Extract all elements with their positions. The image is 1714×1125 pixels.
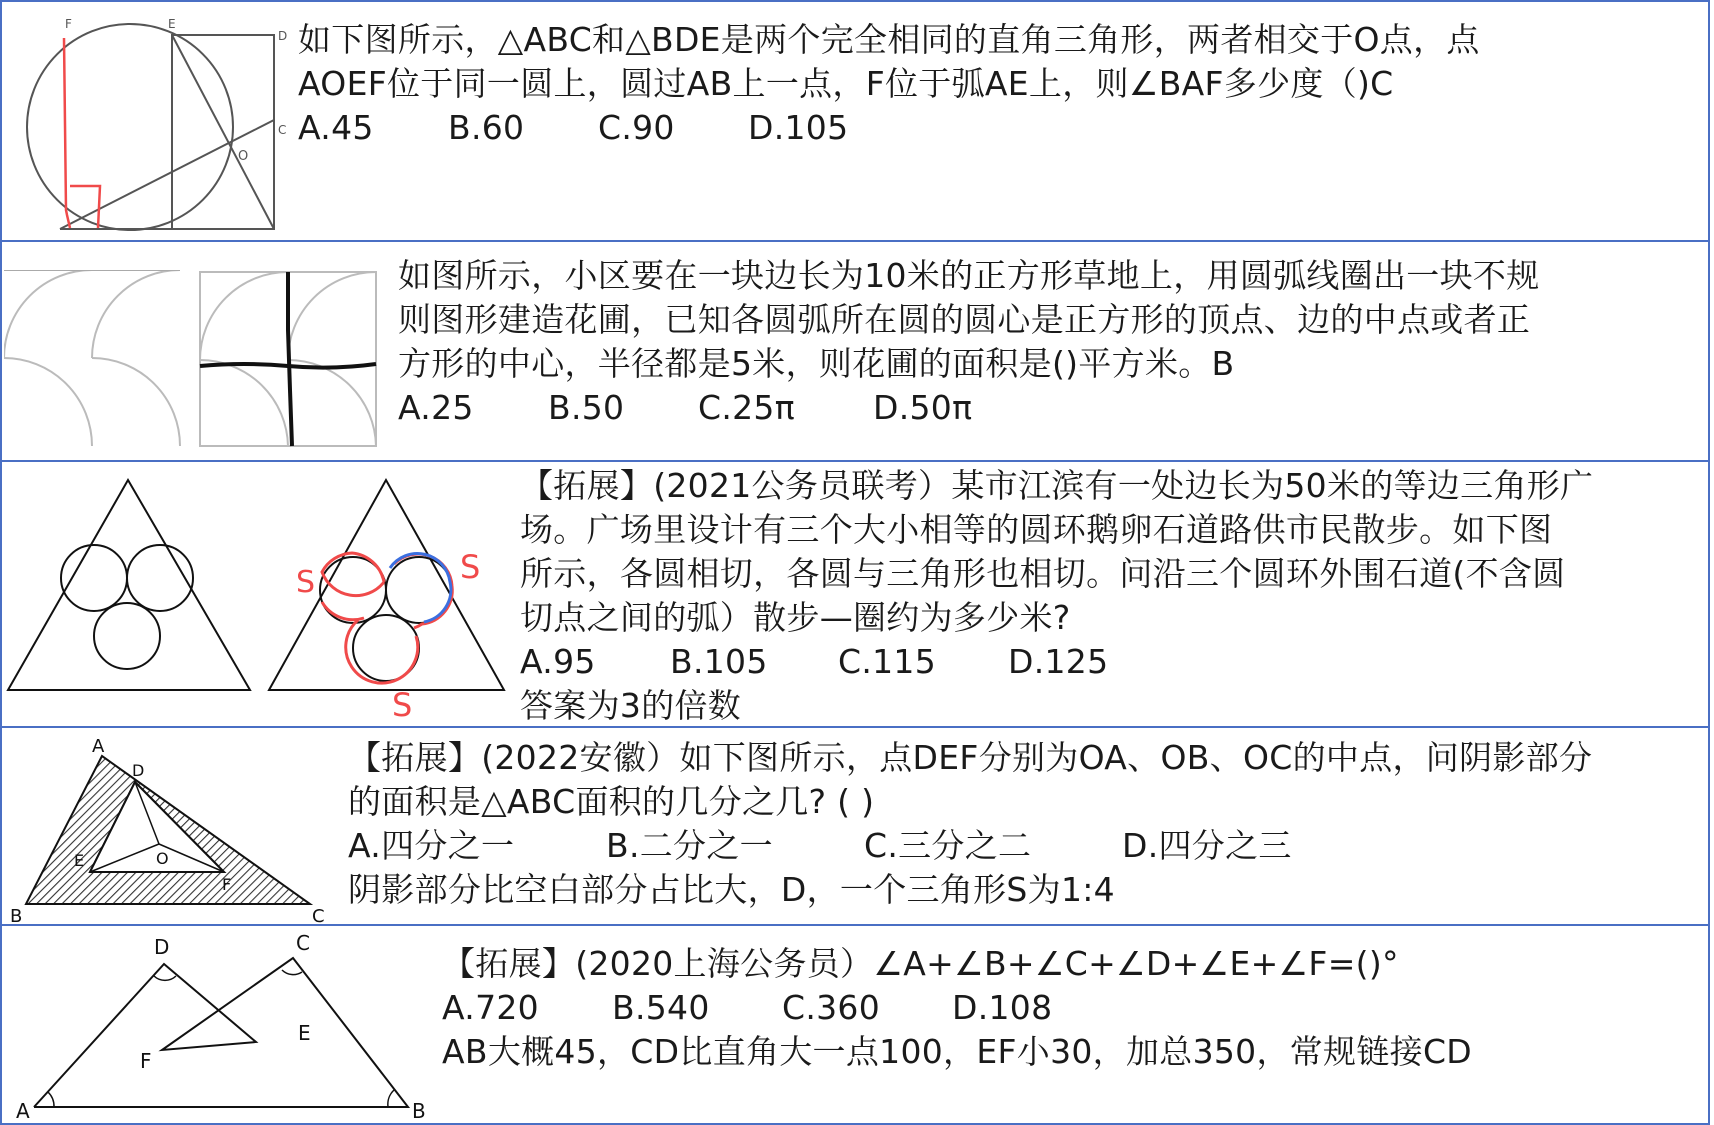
q1-line-2: AOEF位于同一圆上，圆过AB上一点，F位于弧AE上，则∠BAF多少度（)C <box>298 64 1394 103</box>
question-1 <box>0 0 1710 242</box>
label-F: F <box>65 17 72 31</box>
label-A: A <box>16 1099 30 1122</box>
q4-note: 阴影部分比空白部分占比大，D，一个三角形S为1:4 <box>348 870 1115 909</box>
q2-line-1: 如图所示，小区要在一块边长为10米的正方形草地上，用圆弧线圈出一块不规 <box>398 256 1540 295</box>
q4-option-c: C.三分之二 <box>864 826 1032 865</box>
q1-option-b: B.60 <box>448 108 525 147</box>
q5-line-1: 【拓展】(2020上海公务员）∠A+∠B+∠C+∠D+∠E+∠F=()° <box>442 944 1399 983</box>
q3-options <box>520 640 1593 684</box>
s-mark-2: S <box>460 548 481 586</box>
label-C: C <box>312 906 325 924</box>
q5-option-d: D.108 <box>952 988 1053 1027</box>
q2-options <box>398 386 1540 430</box>
q2-figure <box>4 270 382 448</box>
q1-text <box>298 18 1480 150</box>
q4-option-a: A.四分之一 <box>348 826 515 865</box>
label-C: C <box>296 932 310 955</box>
label-E: E <box>298 1021 311 1045</box>
q5-figure <box>8 932 438 1122</box>
question-3 <box>0 460 1710 728</box>
q2-line-2: 则图形建造花圃，已知各圆弧所在圆的圆心是正方形的顶点、边的中点或者正 <box>398 300 1531 339</box>
q4-figure <box>4 732 339 924</box>
q1-figure <box>10 10 290 238</box>
q2-option-b: B.50 <box>548 388 625 427</box>
label-F: F <box>140 1049 152 1073</box>
label-A: A <box>92 736 105 757</box>
label-C: C <box>278 123 287 137</box>
label-B: B <box>412 1099 426 1122</box>
label-D: D <box>278 29 288 43</box>
q2-option-a: A.25 <box>398 388 474 427</box>
q1-line-1: 如下图所示，△ABC和△BDE是两个完全相同的直角三角形，两者相交于O点，点 <box>298 20 1480 59</box>
q4-text <box>348 736 1592 912</box>
q4-option-d: D.四分之三 <box>1122 826 1292 865</box>
q4-line-2: 的面积是△ABC面积的几分之几? ( ) <box>348 782 875 821</box>
q3-text <box>520 464 1593 728</box>
q2-option-c: C.25π <box>698 388 795 427</box>
q5-option-c: C.360 <box>782 988 881 1027</box>
label-F: F <box>222 875 232 894</box>
question-4 <box>0 726 1710 926</box>
label-O: O <box>238 149 249 164</box>
question-5 <box>0 924 1710 1125</box>
q1-option-a: A.45 <box>298 108 374 147</box>
question-2 <box>0 240 1710 462</box>
label-D: D <box>132 761 145 780</box>
q3-option-a: A.95 <box>520 642 596 681</box>
q5-option-b: B.540 <box>612 988 710 1027</box>
q4-line-1: 【拓展】(2022安徽）如下图所示，点DEF分别为OA、OB、OC的中点，问阴影部分 <box>348 738 1593 777</box>
q5-text <box>442 942 1472 1074</box>
label-E: E <box>74 851 85 870</box>
q3-option-c: C.115 <box>838 642 937 681</box>
q1-options <box>298 106 1480 150</box>
s-mark-3: S <box>392 686 413 724</box>
label-O: O <box>156 849 169 868</box>
q5-note: AB大概45，CD比直角大一点100，EF小30，加总350，常规链接CD <box>442 1032 1473 1071</box>
q5-options <box>442 986 1472 1030</box>
q2-text <box>398 254 1540 430</box>
q3-option-b: B.105 <box>670 642 768 681</box>
q5-option-a: A.720 <box>442 988 539 1027</box>
q1-option-c: C.90 <box>598 108 675 147</box>
q2-option-d: D.50π <box>873 388 973 427</box>
label-E: E <box>168 17 176 31</box>
label-D: D <box>154 935 170 959</box>
q4-options <box>348 824 1592 868</box>
q2-line-3: 方形的中心，半径都是5米，则花圃的面积是()平方米。B <box>398 344 1235 383</box>
q3-option-d: D.125 <box>1008 642 1109 681</box>
q4-option-b: B.二分之一 <box>606 826 773 865</box>
s-mark-1: S <box>296 565 316 600</box>
label-B: B <box>10 906 23 924</box>
q3-line-2: 场。广场里设计有三个大小相等的圆环鹅卵石道路供市民散步。如下图 <box>520 510 1553 549</box>
q1-option-d: D.105 <box>748 108 849 147</box>
q3-note: 答案为3的倍数 <box>520 686 742 725</box>
q3-line-1: 【拓展】(2021公务员联考）某市江滨有一处边长为50米的等边三角形广 <box>520 466 1594 505</box>
q3-line-3: 所示，各圆相切，各圆与三角形也相切。问沿三个圆环外围石道(不含圆 <box>520 554 1566 593</box>
q3-line-4: 切点之间的弧）散步—圈约为多少米? <box>520 598 1071 637</box>
q3-figure <box>4 468 514 726</box>
